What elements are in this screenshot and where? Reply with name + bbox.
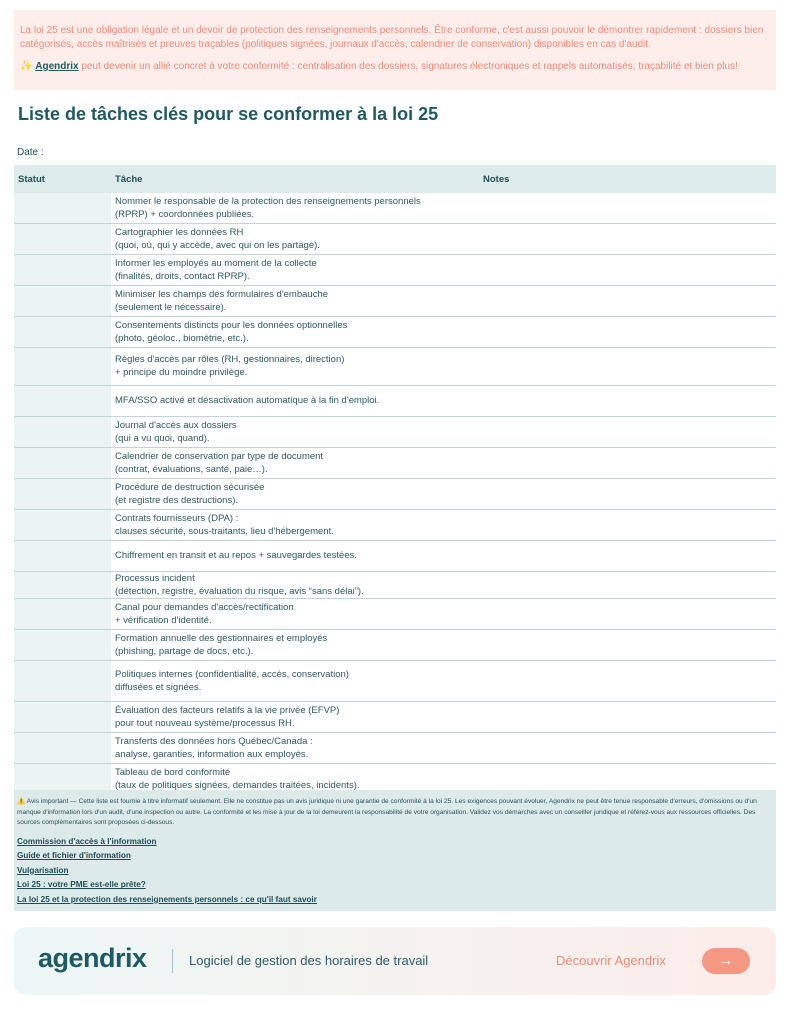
task-line-1: MFA/SSO activé et désactivation automatique à la fin d'emploi.: [115, 395, 380, 406]
status-cell[interactable]: [14, 509, 111, 540]
notes-cell[interactable]: [479, 416, 776, 447]
status-cell[interactable]: [14, 316, 111, 347]
notes-cell[interactable]: [479, 540, 776, 571]
task-line-2: (et registre des destructions).: [115, 494, 239, 506]
status-cell[interactable]: [14, 660, 111, 701]
task-cell: [111, 285, 479, 316]
task-line-2: (phishing, partage de docs, etc.).: [115, 645, 254, 657]
link-commission-acces[interactable]: Commission d'accès à l'information: [17, 836, 157, 846]
task-line-1: Chiffrement en transit et au repos + sauvegardes testées.: [115, 550, 357, 561]
table-row: [14, 701, 776, 732]
header-notes: Notes: [479, 165, 776, 193]
notes-cell[interactable]: [479, 478, 776, 509]
table-header-row: [14, 165, 776, 193]
intro-banner: [14, 10, 776, 90]
date-label: Date :: [17, 147, 44, 158]
task-line-2: (qui a vu quoi, quand).: [115, 432, 210, 444]
status-cell[interactable]: [14, 193, 111, 223]
table-row: [14, 571, 776, 598]
task-line-2: (contrat, évaluations, santé, paie…).: [115, 463, 268, 475]
intro-text: La loi 25 est une obligation légale et un devoir de protection des renseignements personnels. Être conforme, c'est aussi pouvoir le démontrer rapidement : dossiers bien catégorisés, accès maîtrisés et preuves traçables (politiques signées, journaux d'accès, calendrier de conservation) disponibles en cas d'audit.: [20, 25, 764, 50]
notes-cell[interactable]: [479, 347, 776, 385]
task-cell: [111, 416, 479, 447]
task-line-1: Contrats fournisseurs (DPA) :: [115, 512, 239, 524]
table-row: [14, 416, 776, 447]
table-row: [14, 629, 776, 660]
notes-cell[interactable]: [479, 316, 776, 347]
task-cell: [111, 598, 479, 629]
task-line-2: (quoi, où, qui y accède, avec qui on les partage).: [115, 239, 320, 251]
task-line-1: Nommer le responsable de la protection des renseignements personnels: [115, 195, 421, 207]
notes-cell[interactable]: [479, 732, 776, 763]
table-row: [14, 509, 776, 540]
notes-cell[interactable]: [479, 385, 776, 416]
promo-bar: [14, 927, 776, 995]
task-cell: [111, 732, 479, 763]
page-title: Liste de tâches clés pour se conformer à la loi 25: [18, 104, 439, 124]
link-vulgarisation[interactable]: Vulgarisation: [17, 865, 69, 875]
table-row: [14, 660, 776, 701]
table-row: [14, 316, 776, 347]
task-line-1: Calendrier de conservation par type de document: [115, 450, 324, 462]
task-line-1: Processus incident: [115, 572, 195, 584]
header-status: Statut: [14, 165, 111, 193]
notes-cell[interactable]: [479, 285, 776, 316]
task-cell: [111, 254, 479, 285]
status-cell[interactable]: [14, 416, 111, 447]
task-line-2: + vérification d'identité.: [115, 614, 212, 626]
cta-button[interactable]: [702, 948, 750, 974]
task-cell: [111, 193, 479, 223]
link-pme-prete[interactable]: Loi 25 : votre PME est-elle prête?: [17, 880, 146, 890]
table-row: [14, 540, 776, 571]
notes-cell[interactable]: [479, 660, 776, 701]
status-cell[interactable]: [14, 571, 111, 598]
table-row: [14, 347, 776, 385]
arrow-right-icon: →: [718, 952, 734, 969]
intro-promo-text-rest: peut devenir un allié concret à votre conformité : centralisation des dossiers, signatures électroniques et rappels automatisés, traçabilité et bien plus!: [78, 61, 738, 72]
task-line-1: Canal pour demandes d'accès/rectification: [115, 601, 294, 613]
status-cell[interactable]: [14, 701, 111, 732]
task-line-1: Consentements distincts pour les données optionnelles: [115, 319, 348, 331]
task-line-2: clauses sécurité, sous-traitants, lieu d'hébergement.: [115, 525, 334, 537]
task-cell: [111, 385, 479, 416]
task-line-1: Cartographier les données RH: [115, 226, 244, 238]
notes-cell[interactable]: [479, 254, 776, 285]
intro-promo-text: [20, 60, 766, 74]
notes-cell[interactable]: [479, 223, 776, 254]
task-cell: [111, 347, 479, 385]
task-cell: [111, 478, 479, 509]
status-cell[interactable]: [14, 223, 111, 254]
table-row: [14, 385, 776, 416]
status-cell[interactable]: [14, 629, 111, 660]
task-cell: [111, 629, 479, 660]
task-cell: [111, 316, 479, 347]
table-row: [14, 478, 776, 509]
notes-cell[interactable]: [479, 447, 776, 478]
table-row: [14, 254, 776, 285]
table-row: [14, 285, 776, 316]
notes-cell[interactable]: [479, 598, 776, 629]
agendrix-logo[interactable]: agendrix: [38, 943, 147, 973]
task-line-1: Journal d'accès aux dossiers: [115, 419, 237, 431]
task-line-2: (détection, registre, évaluation du risque, avis “sans délai”).: [115, 585, 364, 597]
task-line-2: pour tout nouveau système/processus RH.: [115, 717, 295, 729]
notes-cell[interactable]: [479, 571, 776, 598]
status-cell[interactable]: [14, 540, 111, 571]
table-row: [14, 193, 776, 223]
notes-cell[interactable]: [479, 509, 776, 540]
task-line-1: Politiques internes (confidentialité, accès, conservation): [115, 668, 349, 680]
task-line-2: (RPRP) + coordonnées publiées.: [115, 208, 255, 220]
link-loi25-protection[interactable]: La loi 25 et la protection des renseignements personnels : ce qu'il faut savoir: [17, 894, 317, 904]
promo-divider: [172, 949, 173, 973]
table-row: [14, 732, 776, 763]
task-line-1: Procédure de destruction sécurisée: [115, 481, 265, 493]
status-cell[interactable]: [14, 478, 111, 509]
task-cell: [111, 509, 479, 540]
task-line-2: + principe du moindre privilège.: [115, 367, 248, 378]
task-table-body: [14, 193, 776, 794]
promo-tagline: Logiciel de gestion des horaires de travail: [189, 953, 429, 968]
task-line-1: Minimiser les champs des formulaires d'embauche: [115, 288, 329, 300]
task-line-1: Règles d'accès par rôles (RH, gestionnaires, direction): [115, 354, 345, 365]
task-line-2: (photo, géoloc., biométrie, etc.).: [115, 332, 249, 344]
status-cell[interactable]: [14, 732, 111, 763]
task-cell: [111, 660, 479, 701]
task-line-1: Évaluation des facteurs relatifs à la vie privée (EFVP): [115, 704, 340, 716]
disclaimer-body: Avis important — Cette liste est fournie à titre informatif seulement. Elle ne constitue pas un avis juridique ni une garantie de conformité à la loi 25. Les exigences pouvant évoluer, Agendrix ne peut être tenue responsable d'erreurs, d'omissions ou d'un manque d'information lors d'un audit, d'une inspection ou autre. La conformité et les mise à jour de la loi demeurent la responsabilité de votre organisation. Validez vos démarches avec un conseiller juridique et référez-vous aux ressources officielles. Des sources complémentaires sont proposées ci-dessous.: [17, 798, 757, 826]
task-line-1: Formation annuelle des gestionnaires et employés: [115, 632, 328, 644]
notes-cell[interactable]: [479, 701, 776, 732]
status-cell[interactable]: [14, 598, 111, 629]
task-cell: [111, 571, 479, 598]
task-cell: [111, 701, 479, 732]
notes-cell[interactable]: [479, 193, 776, 223]
status-cell[interactable]: [14, 254, 111, 285]
notes-cell[interactable]: [479, 629, 776, 660]
table-row: [14, 447, 776, 478]
task-line-2: analyse, garanties, information aux employés.: [115, 748, 309, 760]
task-line-2: (taux de politiques signées, demandes traitées, incidents).: [115, 779, 360, 791]
status-cell[interactable]: [14, 447, 111, 478]
agendrix-link[interactable]: Agendrix: [35, 61, 79, 72]
disclaimer-text: [17, 797, 770, 829]
warning-icon: ⚠️: [17, 798, 26, 805]
table-row: [14, 223, 776, 254]
sparkle-icon: ✨: [20, 61, 33, 72]
cta-label[interactable]: Découvrir Agendrix: [556, 953, 666, 968]
task-line-2: diffusées et signées.: [115, 681, 202, 693]
task-line-2: (seulement le nécessaire).: [115, 301, 227, 313]
status-cell[interactable]: [14, 347, 111, 385]
task-cell: [111, 540, 479, 571]
task-line-1: Transferts des données hors Québec/Canada :: [115, 735, 313, 747]
footer-disclaimer: [14, 790, 776, 911]
task-cell: [111, 223, 479, 254]
link-guide-fichier[interactable]: Guide et fichier d'information: [17, 851, 131, 861]
task-table: [14, 165, 776, 795]
table-row: [14, 598, 776, 629]
task-line-2: (finalités, droits, contact RPRP).: [115, 270, 250, 282]
status-cell[interactable]: [14, 285, 111, 316]
task-cell: [111, 447, 479, 478]
task-line-1: Tableau de bord conformité: [115, 766, 231, 778]
status-cell[interactable]: [14, 385, 111, 416]
task-line-1: Informer les employés au moment de la collecte: [115, 257, 317, 269]
header-task: Tâche: [111, 165, 479, 193]
resource-links: [17, 835, 770, 908]
